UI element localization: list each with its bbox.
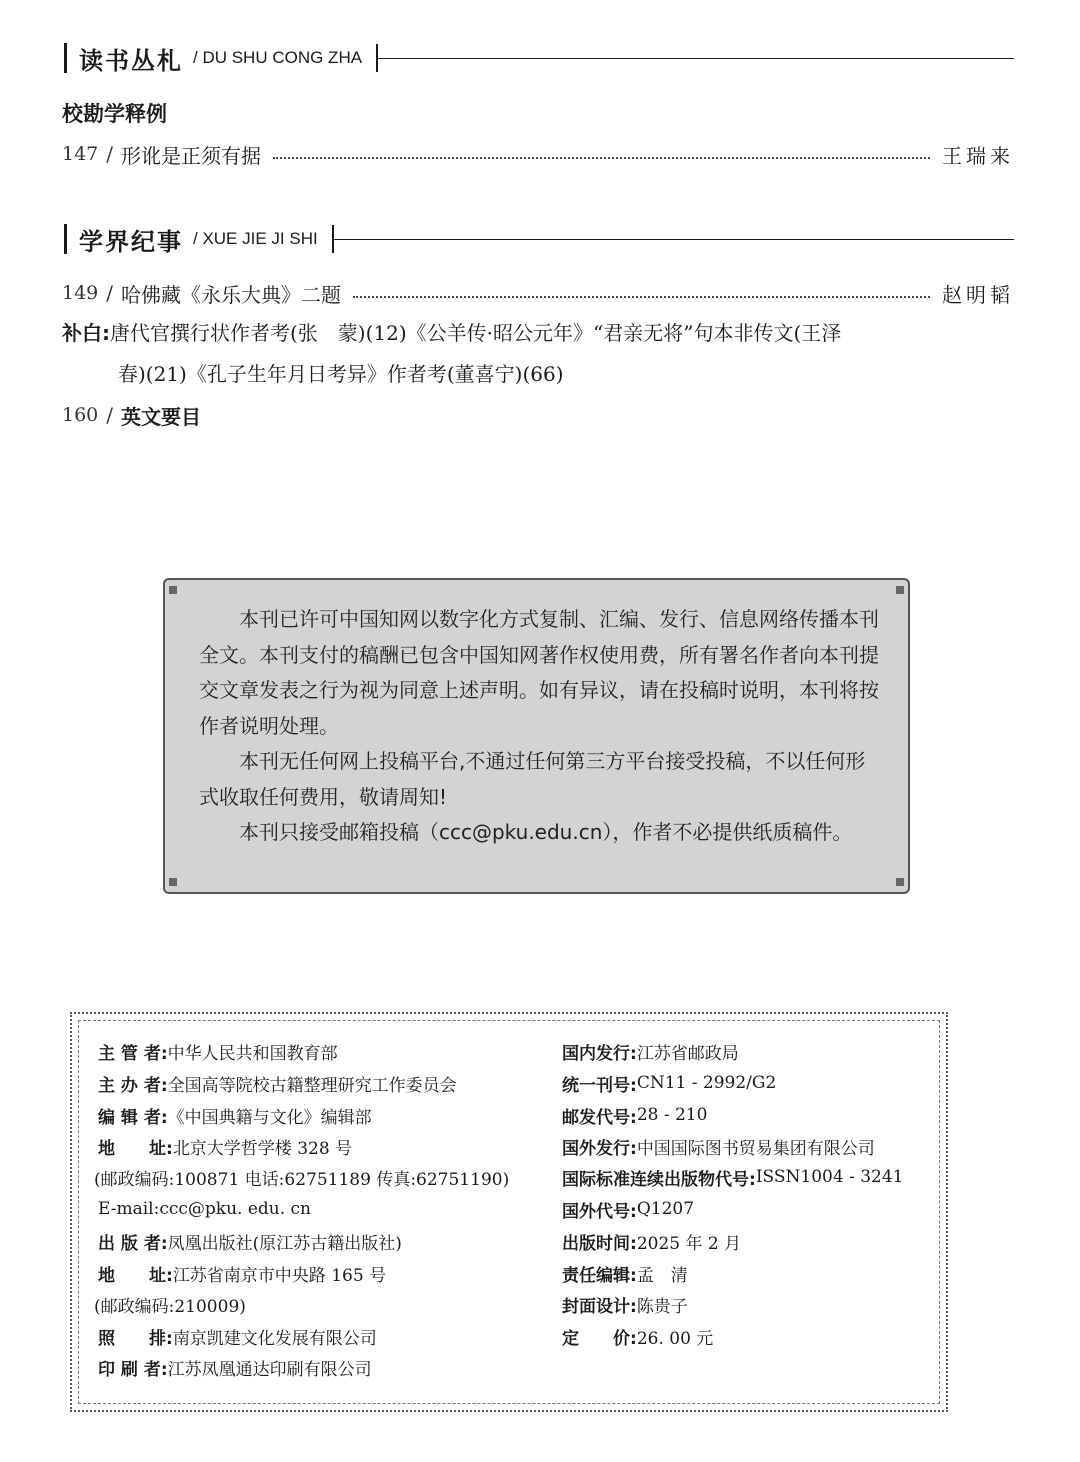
notice-paragraph: 本刊已许可中国知网以数字化方式复制、汇编、发行、信息网络传播本刊全文。本刊支付的稿酬已包含中国知网著作权使用费，所有署名作者向本刊提交文章发表之行为视为同意上述声明。如有异议，请在投稿时说明，本刊将按作者说明处理。	[199, 607, 879, 738]
masthead-item	[94, 1289, 246, 1319]
masthead-item	[98, 1100, 372, 1130]
toc-author: 赵明韬	[942, 282, 1014, 307]
header-bar	[64, 224, 67, 254]
toc-entry[interactable]	[62, 278, 1014, 308]
masthead-key: 地 址:	[98, 1138, 173, 1159]
header-bar	[64, 43, 67, 73]
buba-line-2: 春)(21)《孔子生年月日考异》作者考(董喜宁)(66)	[118, 362, 564, 386]
masthead-value: 江苏省南京市中央路 165 号	[172, 1265, 387, 1286]
masthead-key: 封面设计:	[562, 1296, 637, 1317]
masthead-value: (邮政编码:210009)	[94, 1296, 246, 1317]
masthead-item	[98, 1321, 377, 1351]
masthead-key: 国外发行:	[562, 1138, 637, 1159]
corner-mark	[896, 586, 904, 594]
toc-page: 147	[62, 143, 99, 165]
masthead-value: 南京凯建文化发展有限公司	[172, 1328, 377, 1349]
masthead-value: Q1207	[636, 1199, 695, 1219]
masthead-value: 中华人民共和国教育部	[167, 1043, 338, 1064]
masthead-key: 邮发代号:	[562, 1107, 637, 1128]
masthead-item	[98, 1226, 402, 1256]
masthead-value: 《中国典籍与文化》编辑部	[167, 1107, 372, 1128]
corner-mark	[169, 586, 177, 594]
masthead-key: 印 刷 者:	[98, 1359, 168, 1380]
masthead-item	[562, 1162, 903, 1192]
header-rule	[378, 58, 1014, 59]
masthead-item	[562, 1289, 688, 1319]
toc-sep: /	[106, 142, 114, 166]
toc-title: 哈佛藏《永乐大典》二题	[121, 282, 342, 307]
masthead-value: CN11 - 2992/G2	[636, 1073, 777, 1093]
masthead-item	[98, 1036, 338, 1066]
masthead-value: 凤凰出版社(原江苏古籍出版社)	[167, 1233, 402, 1254]
notice-paragraph: 本刊无任何网上投稿平台,不通过任何第三方平台接受投稿，不以任何形式收取任何费用，敬请周知!	[199, 749, 866, 809]
masthead-item	[562, 1068, 776, 1098]
masthead-value: 北京大学哲学楼 328 号	[172, 1138, 353, 1159]
masthead-key: 国外代号:	[562, 1201, 637, 1222]
copyright-notice	[163, 578, 910, 894]
masthead-value: 孟 清	[636, 1265, 688, 1286]
masthead-key: 出 版 者:	[98, 1233, 168, 1254]
masthead-item	[562, 1100, 707, 1130]
buba-line-1: 唐代官撰行状作者考(张 蒙)(12)《公羊传·昭公元年》“君亲无将”句本非传文(王泽	[110, 321, 842, 345]
corner-mark	[169, 878, 177, 886]
masthead-item	[98, 1194, 311, 1224]
section-header-xuejie	[64, 221, 1014, 257]
toc-title: 英文要目	[121, 404, 202, 429]
masthead-value: (邮政编码:100871 电话:62751189 传真:62751190)	[94, 1169, 510, 1190]
subsection-title: 校勘学释例	[62, 102, 167, 126]
masthead-key: 照 排:	[98, 1328, 173, 1349]
masthead-item	[562, 1131, 875, 1161]
masthead-key: 国际标准连续出版物代号:	[562, 1169, 756, 1190]
toc-sep: /	[106, 403, 114, 427]
masthead-value: 全国高等院校古籍整理研究工作委员会	[167, 1075, 457, 1096]
toc-page: 160	[62, 404, 99, 426]
masthead-key: 定 价:	[562, 1328, 637, 1349]
masthead-key: 出版时间:	[562, 1233, 637, 1254]
section-title: 学界纪事	[79, 227, 183, 256]
masthead-key: 统一刊号:	[562, 1075, 637, 1096]
notice-paragraph: 本刊只接受邮箱投稿（ccc@pku.edu.cn），作者不必提供纸质稿件。	[199, 820, 853, 844]
toc-page: 149	[62, 282, 99, 304]
masthead-value: 28 - 210	[636, 1105, 708, 1125]
corner-mark	[896, 878, 904, 886]
masthead-key: 主 办 者:	[98, 1075, 168, 1096]
toc-leader	[353, 296, 930, 298]
masthead-key: 编 辑 者:	[98, 1107, 168, 1128]
masthead-value: 26. 00 元	[636, 1328, 714, 1349]
section-title: 读书丛札	[79, 46, 183, 75]
header-rule	[334, 239, 1014, 240]
masthead-item	[562, 1226, 741, 1256]
masthead-value: 江苏省邮政局	[636, 1043, 739, 1064]
toc-leader	[273, 157, 930, 159]
toc-entry[interactable]	[62, 139, 1014, 169]
masthead-value: 陈贵子	[636, 1296, 688, 1317]
buba-block	[62, 313, 1022, 395]
masthead-item	[562, 1258, 688, 1288]
toc-entry[interactable]	[62, 400, 1014, 430]
masthead-item	[98, 1068, 457, 1098]
masthead-key: 责任编辑:	[562, 1265, 637, 1286]
masthead-value: 2025 年 2 月	[636, 1233, 742, 1254]
section-title-en: / XUE JIE JI SHI	[193, 229, 318, 248]
masthead-item	[98, 1131, 352, 1161]
masthead-key: 地 址:	[98, 1265, 173, 1286]
toc-title: 形讹是正须有据	[121, 143, 262, 168]
masthead-item	[98, 1258, 386, 1288]
masthead-item	[562, 1194, 694, 1224]
masthead-key: 国内发行:	[562, 1043, 637, 1064]
masthead-item	[94, 1162, 509, 1192]
masthead-value: ISSN1004 - 3241	[755, 1167, 904, 1187]
masthead-item	[98, 1352, 372, 1382]
masthead-item	[562, 1321, 713, 1351]
toc-author: 王瑞来	[942, 143, 1014, 168]
masthead-value: E-mail:ccc@pku. edu. cn	[98, 1199, 311, 1219]
section-header-dushu	[64, 40, 1014, 76]
masthead-value: 中国国际图书贸易集团有限公司	[636, 1138, 875, 1159]
buba-label: 补白:	[62, 321, 110, 345]
masthead	[70, 1012, 948, 1412]
section-title-en: / DU SHU CONG ZHA	[193, 48, 363, 67]
toc-sep: /	[106, 281, 114, 305]
masthead-item	[562, 1036, 739, 1066]
masthead-value: 江苏凤凰通达印刷有限公司	[167, 1359, 372, 1380]
masthead-key: 主 管 者:	[98, 1043, 168, 1064]
